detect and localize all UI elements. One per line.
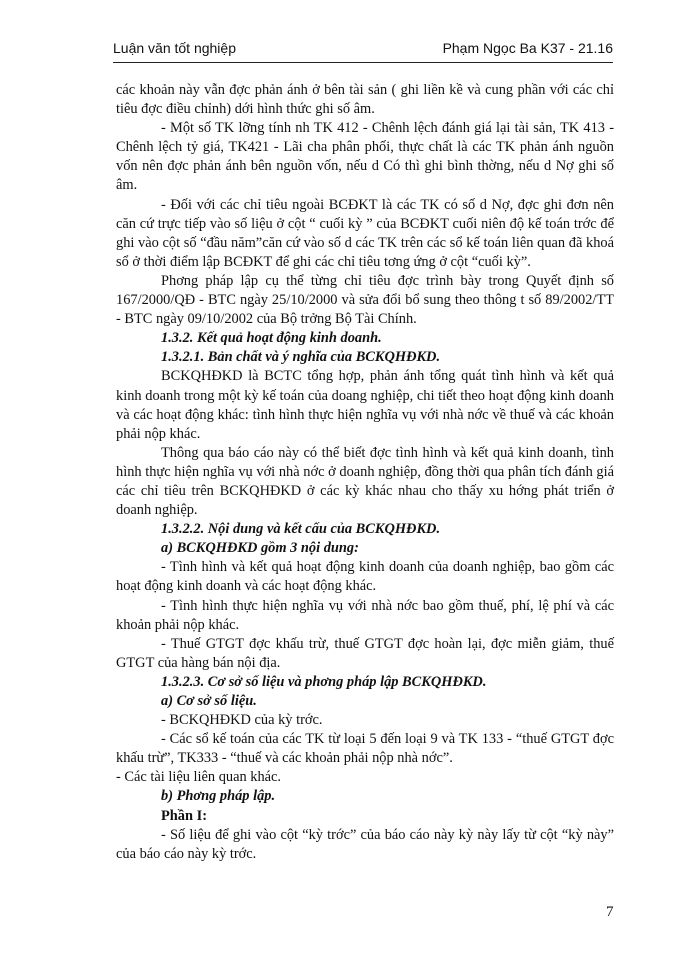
paragraph: - Đối với các chỉ tiêu ngoài BCĐKT là các TK có số d Nợ, đợc ghi đơn nên căn cứ trực tiếp vào số liệu ở cột “ cuối kỳ ” của BCĐKT cuối niên độ kế toán trớc để ghi vào cột số “đầu năm”căn cứ vào số d các TK trên các sổ kế toán liên quan đã khoá sổ ở thời điểm lập BCĐKT để ghi các chỉ tiêu tơng ứng ở cột “cuối kỳ”.: [116, 196, 614, 270]
paragraph: - Thuế GTGT đợc khấu trừ, thuế GTGT đợc hoàn lại, đợc miễn giảm, thuế GTGT của hàng bán nội địa.: [116, 635, 614, 671]
paragraph: - Một số TK lỡng tính nh TK 412 - Chênh lệch đánh giá lại tài sản, TK 413 - Chênh lệch tỷ giá, TK421 - Lãi cha phân phối, thực chất là các TK phản ánh nguồn vốn nên đợc phản ánh bên nguồn vốn, nếu d Có thì ghi bình thờng, nếu d Nợ ghi số âm.: [116, 120, 614, 194]
paragraph: các khoản này vẫn đợc phản ánh ở bên tài sản ( ghi liền kề và cung phần với các chỉ tiêu đợc điều chỉnh) dới hình thức ghi số âm.: [116, 82, 614, 118]
paragraph: - BCKQHĐKD của kỳ trớc.: [161, 712, 323, 729]
subsection-heading: 1.3.2.3. Cơ sở số liệu và phơng pháp lập BCKQHĐKD.: [161, 673, 487, 690]
paragraph: - Tình hình và kết quả hoạt động kinh doanh của doanh nghiệp, bao gồm các hoạt động kinh doanh và các hoạt động khác.: [116, 559, 614, 595]
paragraph: BCKQHĐKD là BCTC tổng hợp, phản ánh tổng quát tình hình và kết quả kinh doanh trong một kỳ kế toán của doang nghiệp, chi tiết theo hoạt động kinh doanh và các hoạt động khác: tình hình thực hiện nghĩa vụ với nhà nớc về thuế và các khoản phải nộp khác.: [116, 368, 614, 442]
page-body: [116, 81, 614, 864]
paragraph: - Số liệu để ghi vào cột “kỳ trớc” của báo cáo này kỳ này lấy từ cột “kỳ này” của báo cáo này kỳ trớc.: [116, 826, 614, 862]
section-heading: 1.3.2. Kết quả hoạt động kinh doanh.: [161, 330, 382, 347]
paragraph: - Tình hình thực hiện nghĩa vụ với nhà nớc bao gồm thuế, phí, lệ phí và các khoản phải nộp khác.: [116, 597, 614, 633]
paragraph: - Các sổ kế toán của các TK từ loại 5 đến loại 9 và TK 133 - “thuế GTGT đợc khấu trừ”, TK333 - “thuế và các khoản phải nộp nhà nớc”.: [116, 731, 614, 767]
header-rule: [113, 62, 613, 63]
header-thesis-title: Luận văn tốt nghiệp: [113, 40, 236, 56]
item-heading: a) Cơ sở số liệu.: [161, 693, 257, 709]
page-header: [113, 38, 613, 60]
item-heading: b) Phơng pháp lập.: [161, 788, 276, 805]
header-author: Phạm Ngọc Ba K37 - 21.16: [442, 40, 613, 56]
subsection-heading: 1.3.2.1. Bản chất và ý nghĩa của BCKQHĐKD.: [161, 349, 441, 366]
paragraph: - Các tài liệu liên quan khác.: [116, 769, 282, 786]
item-heading: a) BCKQHĐKD gồm 3 nội dung:: [161, 540, 359, 557]
page-number: 7: [606, 904, 614, 920]
part-heading: Phần I:: [161, 807, 207, 824]
paragraph: Phơng pháp lập cụ thể từng chỉ tiêu đợc trình bày trong Quyết định số 167/2000/QĐ - BTC ngày 25/10/2000 và sửa đổi bổ sung theo thông t số 89/2002/TT - BTC ngày 09/10/2002 của Bộ trởng Bộ Tài Chính.: [116, 272, 614, 328]
subsection-heading: 1.3.2.2. Nội dung và kết cấu của BCKQHĐKD.: [161, 521, 441, 538]
paragraph: Thông qua báo cáo này có thể biết đợc tình hình và kết quả kinh doanh, tình hình thực hiện nghĩa vụ với nhà nớc ở doanh nghiệp, đồng thời qua phân tích đánh giá các chỉ tiêu trên BCKQHĐKD ở các kỳ khác nhau cho thấy xu hớng phát triển ở doanh nghiệp.: [116, 444, 614, 519]
